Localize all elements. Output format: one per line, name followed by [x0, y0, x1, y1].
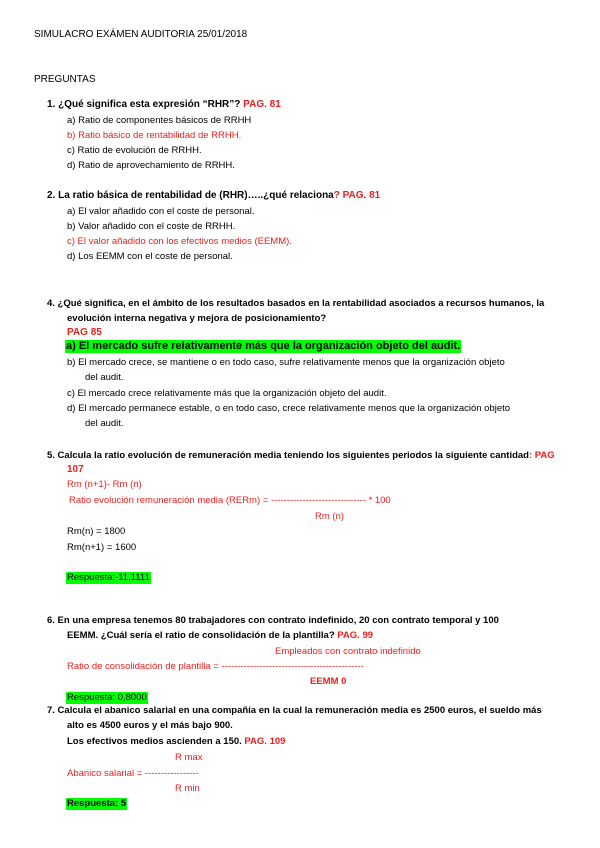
question-7-numerator: R max: [175, 752, 203, 763]
question-2-option-a: a) El valor añadido con el coste de personal.: [67, 206, 255, 217]
section-title: PREGUNTAS: [34, 74, 96, 85]
question-5-text: 5. Calcula la ratio evolución de remuneración media teniendo los siguientes periodos la siguiente cantidad: [47, 450, 529, 461]
question-2-text: 2. La ratio básica de rentabilidad de (RHR)…..¿qué relaciona: [47, 190, 334, 201]
question-1-option-a: a) Ratio de componentes básicos de RRHH: [67, 115, 252, 126]
question-6-formula: Ratio de consolidación de plantilla = ---------------------------------------------: [67, 661, 364, 672]
question-7-line-2: alto es 4500 euros y el más bajo 900.: [67, 720, 233, 731]
question-1-page: PAG. 81: [243, 99, 281, 110]
question-5-page-number: 107: [67, 464, 84, 475]
question-6-numerator: Empleados con contrato indefinido: [275, 646, 421, 657]
question-4-option-b-cont: del audit.: [85, 372, 124, 383]
question-5-rm-n1: Rm(n+1) = 1600: [67, 542, 137, 553]
question-1-text: 1. ¿Qué significa esta expresión “RHR”?: [47, 99, 244, 110]
question-5-numerator: Rm (n+1)- Rm (n): [67, 479, 142, 490]
question-5: [47, 451, 555, 461]
question-2-option-d: d) Los EEMM con el coste de personal.: [67, 251, 233, 262]
question-7-page: PAG. 109: [244, 736, 286, 747]
question-5-rm-n: Rm(n) = 1800: [67, 526, 126, 537]
question-7-formula: Abanico salarial = -----------------: [67, 768, 199, 779]
question-2-option-c: c) El valor añadido con los efectivos medios (EEMM).: [67, 236, 292, 247]
question-1-option-c: c) Ratio de evolución de RRHH.: [67, 145, 202, 156]
question-4-option-c: c) El mercado crece relativamente más que la organización objeto del audit.: [67, 388, 387, 399]
question-1-option-d: d) Ratio de aprovechamiento de RRHH.: [67, 160, 235, 171]
question-7-line-3-text: Los efectivos medios ascienden a 150.: [67, 736, 245, 747]
question-5-page: : PAG: [528, 450, 555, 461]
document-title: SIMULACRO EXÁMEN AUDITORIA 25/01/2018: [34, 29, 248, 40]
question-5-denominator: Rm (n): [315, 511, 345, 522]
question-2-option-b: b) Valor añadido con el coste de RRHH.: [67, 221, 236, 232]
question-7-denominator: R min: [175, 783, 200, 794]
question-4-page: PAG 85: [67, 327, 102, 338]
question-4-line-2: evolución interna negativa y mejora de posicionamiento?: [67, 313, 327, 324]
question-5-answer: Respuesta:-11,1111: [67, 572, 150, 583]
question-7-answer: Respuesta: 5: [67, 798, 127, 809]
question-1-option-b: b) Ratio básico de rentabilidad de RRHH.: [67, 130, 242, 141]
question-4-option-d-cont: del audit.: [85, 418, 124, 429]
question-4-option-b: b) El mercado crece, se mantiene o en todo caso, sufre relativamente menos que la organización objeto: [67, 357, 505, 368]
question-4-answer: a) El mercado sufre relativamente más que la organización objeto del audit.: [66, 340, 461, 352]
question-6-line-1: 6. En una empresa tenemos 80 trabajadores con contrato indefinido, 20 con contrato temporal y 100: [47, 615, 499, 626]
question-6-denominator: EEMM 0: [310, 676, 347, 687]
question-2-page: ? PAG. 81: [333, 190, 381, 201]
question-7-line-3: [67, 737, 285, 747]
question-5-formula: Ratio evolución remuneración media (RERm) = ------------------------------ * 100: [69, 495, 391, 506]
question-7-line-1: 7. Calcula el abanico salarial en una compañía en la cual la remuneración media es 2500 euros, el sueldo más: [47, 705, 542, 716]
question-2: [47, 191, 380, 201]
question-4-line-1: 4. ¿Qué significa, en el ámbito de los resultados basados en la rentabilidad asociados a recursos humanos, la: [47, 298, 545, 309]
question-6-line-2-text: EEMM. ¿Cuál sería el ratio de consolidación de la plantilla?: [67, 630, 335, 641]
question-6-line-2: [67, 631, 373, 641]
question-6-answer: Respuesta: 0,8000: [67, 692, 147, 703]
question-4-option-d: d) El mercado permanece estable, o en todo caso, crece relativamente menos que la organización objeto: [67, 403, 511, 414]
question-1: [47, 100, 281, 110]
question-6-page: PAG. 99: [334, 630, 374, 641]
